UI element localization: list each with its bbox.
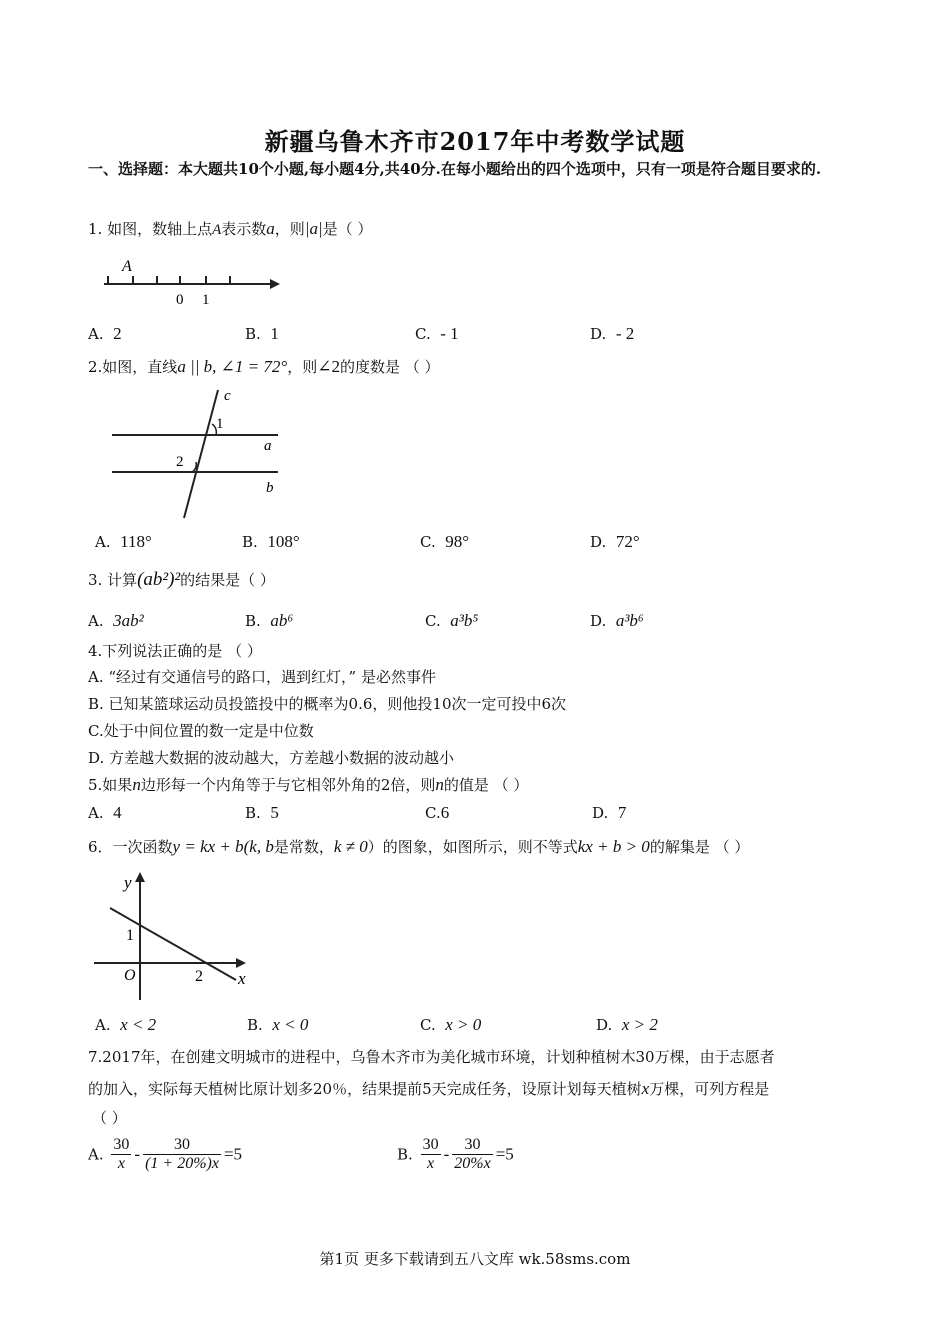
q3-option-B: B. ab⁶ <box>245 611 294 630</box>
q2-stem-a: 2.如图，直线 <box>88 358 178 376</box>
q1-var-a: a <box>266 219 275 238</box>
q5-option-C: C.6 <box>425 803 450 822</box>
q2-angle: ∠2 <box>317 357 340 376</box>
q4-option-B: B. 已知某篮球运动员投篮投中的概率为0.6，则他投10次一定可投中6次 <box>88 695 567 713</box>
line-b-label: b <box>266 480 274 496</box>
q4-option-C: C.处于中间位置的数一定是中位数 <box>88 722 314 740</box>
question-1 <box>88 218 372 239</box>
point-A-label: A <box>122 258 132 275</box>
q6-option-D: D. x > 2 <box>596 1015 658 1034</box>
question-3 <box>88 569 275 591</box>
q7-option-A: A. $\frac{30}{x}$ - $\frac{30}{(1 + 20\%)x}$ =5 <box>88 1136 243 1172</box>
origin-label: O <box>124 967 136 984</box>
q1-abs: |a| <box>304 219 323 238</box>
question-6: 6．一次函数y = kx + b(k, b是常数，k ≠ 0）的图象，如图所示，则不等式kx + b > 0的解集是 （ ） <box>88 837 750 856</box>
page-footer: 第1页 更多下载请到五八文库 wk.58sms.com <box>319 1250 631 1268</box>
y-intercept-label: 1 <box>126 927 134 944</box>
q2-option-D: D. 72° <box>590 532 640 551</box>
q3-expression: (ab²)² <box>137 569 181 590</box>
line-c-label: c <box>224 388 231 404</box>
page-title: 新疆乌鲁木齐市2017年中考数学试题 <box>264 127 686 156</box>
q1-stem-c: ，则 <box>274 220 305 238</box>
tick-1-label: 1 <box>202 292 210 308</box>
q1-option-A: A. 2 <box>88 324 122 343</box>
x-axis-label: x <box>238 969 246 988</box>
question-7-line-2: 的加入，实际每天植树比原计划多20％，结果提前5天完成任务，设原计划每天植树x万棵，可列方程是 <box>88 1079 770 1098</box>
x-intercept-label: 2 <box>195 968 203 985</box>
q1-var-A: A <box>212 222 222 238</box>
question-2 <box>88 356 440 377</box>
q3-stem-a: 3. 计算 <box>88 571 138 589</box>
q5-option-A: A. 4 <box>88 803 122 822</box>
parallel-lines-figure <box>108 386 288 522</box>
line-a-label: a <box>264 438 272 454</box>
question-7-line-1: 7.2017年，在创建文明城市的进程中，乌鲁木齐市为美化城市环境，计划种植树木30万棵，由于志愿者 <box>88 1048 775 1066</box>
angle-2-label: 2 <box>176 454 184 470</box>
q1-option-B: B. 1 <box>245 324 279 343</box>
q1-stem-d: 是（ ） <box>322 220 373 238</box>
q2-math: a || b, ∠1 = 72° <box>177 357 288 376</box>
question-4: 4.下列说法正确的是 （ ） <box>88 642 262 660</box>
q1-stem-b: 表示数 <box>221 220 267 238</box>
q7-option-B: B. $\frac{30}{x}$ - $\frac{30}{20\%x}$ =5 <box>397 1136 514 1172</box>
question-5: 5.如果n边形每一个内角等于与它相邻外角的2倍，则n的值是 （ ） <box>88 775 529 794</box>
q6-option-B: B. x < 0 <box>247 1015 309 1034</box>
q2-option-A: A. 118° <box>95 532 152 551</box>
section-heading: 一、选择题：本大题共10个小题,每小题4分,共40分.在每小题给出的四个选项中，只有一项是符合题目要求的. <box>88 160 822 178</box>
q4-option-A: A. “经过有交通信号的路口，遇到红灯，” 是必然事件 <box>88 668 436 686</box>
q6-option-C: C. x > 0 <box>420 1015 482 1034</box>
tick-0-label: 0 <box>176 292 184 308</box>
q3-stem-b: 的结果是（ ） <box>180 571 275 589</box>
linear-function-graph <box>90 868 260 1004</box>
q1-option-C: C. - 1 <box>415 324 459 343</box>
q2-stem-b: ，则 <box>287 358 318 376</box>
angle-1-label: 1 <box>216 416 224 432</box>
q2-stem-c: 的度数是 （ ） <box>339 358 440 376</box>
q2-option-B: B. 108° <box>242 532 300 551</box>
q1-option-D: D. - 2 <box>590 324 635 343</box>
q3-option-C: C. a³b⁵ <box>425 611 479 630</box>
q5-option-D: D. 7 <box>592 803 627 822</box>
q6-option-A: A. x < 2 <box>95 1015 157 1034</box>
y-axis-label: y <box>124 873 132 892</box>
question-7-line-3: （ ） <box>92 1109 127 1127</box>
q1-stem-a: 1. 如图，数轴上点 <box>88 220 213 238</box>
q3-option-A: A. 3ab² <box>88 611 144 630</box>
number-line-figure <box>96 252 286 312</box>
q2-option-C: C. 98° <box>420 532 470 551</box>
q3-option-D: D. a³b⁶ <box>590 611 644 630</box>
q5-option-B: B. 5 <box>245 803 279 822</box>
q4-option-D: D. 方差越大数据的波动越大，方差越小数据的波动越小 <box>88 749 455 767</box>
